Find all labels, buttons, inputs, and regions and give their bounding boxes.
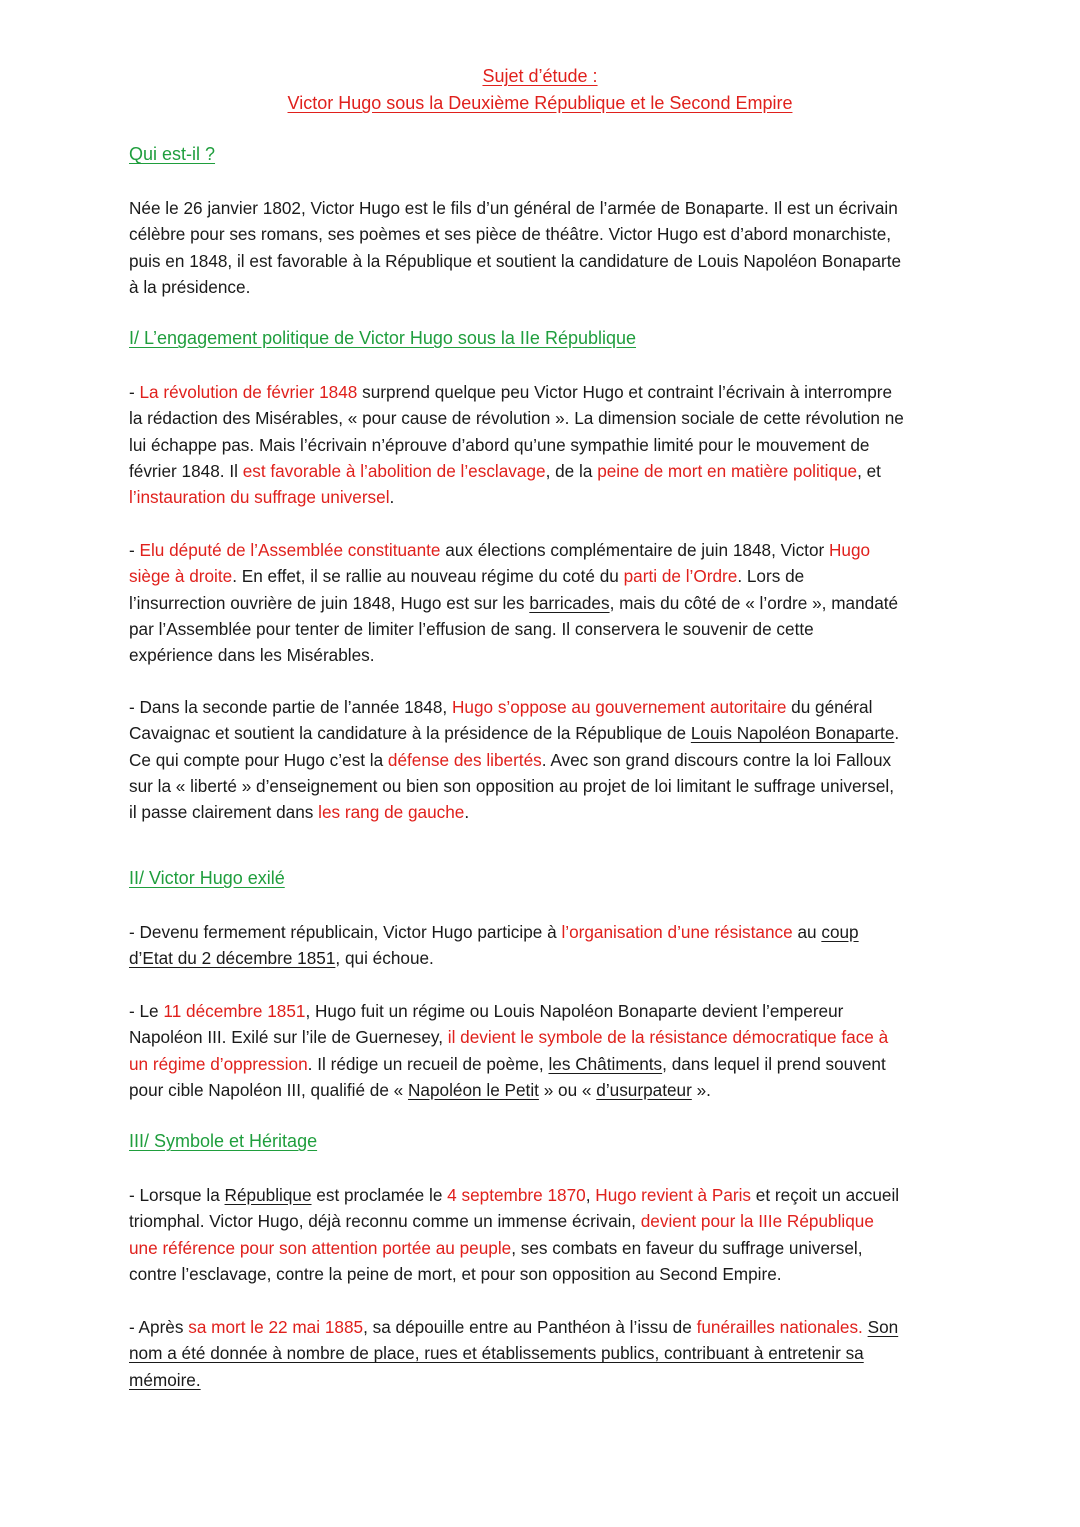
section-3-paragraph-2 bbox=[129, 1314, 959, 1393]
underlined-text: d’Etat du 2 décembre 1851 bbox=[129, 948, 336, 969]
highlight-text: est favorable à l’abolition de l’esclavage bbox=[242, 460, 546, 481]
section-1-paragraph-1 bbox=[129, 379, 959, 510]
highlight-text: Hugo s’oppose au gouvernement autoritaire bbox=[451, 697, 787, 717]
text-line bbox=[129, 590, 959, 616]
text-line bbox=[129, 1024, 959, 1050]
text-line bbox=[129, 945, 959, 971]
highlight-text: une référence pour son attention portée au peuple bbox=[129, 1237, 512, 1258]
text-run: surprend quelque peu Victor Hugo et contraint l’écrivain à interrompre bbox=[357, 382, 893, 402]
text-run: . Il rédige un recueil de poème, bbox=[307, 1053, 549, 1074]
highlight-text: un régime d’oppression bbox=[129, 1053, 308, 1074]
section-2-paragraph-1 bbox=[129, 919, 959, 972]
underlined-text: les Châtiments bbox=[548, 1053, 663, 1074]
text-run: , mais du côté de « l’ordre », mandaté bbox=[609, 592, 899, 613]
heading-section-2: II/ Victor Hugo exilé bbox=[129, 868, 285, 888]
underlined-text: République bbox=[224, 1185, 312, 1205]
text-line: expérience dans les Misérables. bbox=[129, 645, 375, 666]
text-run: » ou « bbox=[538, 1079, 597, 1100]
text-line: Née le 26 janvier 1802, Victor Hugo est le fils d’un général de l’armée de Bonaparte. Il est un écrivain bbox=[129, 198, 898, 218]
text-line bbox=[129, 1235, 959, 1261]
text-run: - Lorsque la bbox=[129, 1185, 225, 1205]
text-line: puis en 1848, il est favorable à la République et soutient la candidature de Louis Napoléon Bonaparte bbox=[129, 250, 902, 271]
document-title: Victor Hugo sous la Deuxième République et le Second Empire bbox=[287, 93, 793, 113]
highlight-text: l’organisation d’une résistance bbox=[561, 922, 793, 942]
text-line: par l’Assemblée pour tenter de limiter l’effusion de sang. Il conservera le souvenir de cette bbox=[129, 618, 814, 639]
text-line bbox=[129, 1208, 959, 1234]
text-run: est proclamée le bbox=[311, 1185, 448, 1205]
underlined-line: nom a été donnée à nombre de place, rues et établissements publics, contribuant à entretenir sa bbox=[129, 1343, 864, 1364]
text-run: - Dans la seconde partie de l’année 1848, bbox=[129, 697, 452, 717]
text-line bbox=[129, 694, 959, 720]
text-run: Napoléon III. Exilé sur l’ile de Guernesey, bbox=[129, 1027, 448, 1048]
text-line bbox=[129, 563, 959, 589]
underlined-text: d’usurpateur bbox=[596, 1079, 692, 1100]
section-3-paragraph-1 bbox=[129, 1182, 959, 1287]
text-run: . bbox=[464, 802, 470, 823]
underlined-text: Son bbox=[867, 1317, 899, 1337]
text-line bbox=[129, 720, 959, 746]
highlight-text: funérailles nationales. bbox=[696, 1317, 863, 1337]
underlined-text: coup bbox=[821, 922, 859, 942]
section-2-paragraph-2 bbox=[129, 998, 959, 1103]
text-line bbox=[129, 537, 959, 563]
text-line bbox=[129, 379, 959, 405]
text-run: février 1848. Il bbox=[129, 460, 243, 481]
highlight-text: les rang de gauche bbox=[318, 802, 465, 823]
text-run: . En effet, il se rallie au nouveau régime du coté du bbox=[232, 566, 624, 587]
highlight-text: La révolution de février 1848 bbox=[139, 382, 358, 402]
text-run: , qui échoue. bbox=[335, 948, 434, 969]
text-run: du général bbox=[786, 697, 873, 717]
highlight-text: 11 décembre 1851 bbox=[163, 1001, 306, 1021]
text-run: triomphal. Victor Hugo, déjà reconnu comme un immense écrivain, bbox=[129, 1211, 641, 1232]
text-line bbox=[129, 1077, 959, 1103]
highlight-text: défense des libertés bbox=[387, 749, 542, 770]
text-run: au bbox=[792, 922, 822, 942]
text-line bbox=[129, 919, 959, 945]
text-run: - Le bbox=[129, 1001, 164, 1021]
text-run: il passe clairement dans bbox=[129, 802, 319, 823]
highlight-text: parti de l’Ordre bbox=[623, 566, 738, 587]
heading-qui-est-il: Qui est-il ? bbox=[129, 144, 216, 164]
heading-section-3: III/ Symbole et Héritage bbox=[129, 1131, 318, 1151]
highlight-text: siège à droite bbox=[129, 566, 233, 587]
text-run: , dans lequel il prend souvent bbox=[662, 1053, 886, 1074]
text-line: sur la « liberté » d’enseignement ou bien son opposition au projet de loi limitant le suffrage universel, bbox=[129, 775, 894, 796]
text-run: aux élections complémentaire de juin 1848, Victor bbox=[440, 540, 830, 560]
highlight-text: Hugo revient à Paris bbox=[595, 1185, 752, 1205]
study-subject-label: Sujet d’étude : bbox=[482, 66, 598, 86]
highlight-text: devient pour la IIIe République bbox=[640, 1211, 874, 1232]
text-run: . bbox=[894, 723, 900, 744]
text-run: - Après bbox=[129, 1317, 189, 1337]
text-line bbox=[129, 799, 959, 825]
text-line bbox=[129, 458, 959, 484]
text-line bbox=[129, 998, 959, 1024]
text-run: - bbox=[129, 540, 140, 560]
text-line bbox=[129, 1314, 959, 1340]
text-run: , et bbox=[857, 460, 881, 481]
underlined-line: mémoire. bbox=[129, 1369, 201, 1390]
intro-paragraph bbox=[129, 195, 959, 300]
text-line: lui échappe pas. Mais l’écrivain n’éprouve d’abord qu’une sympathie limité pour le mouvement de bbox=[129, 434, 870, 455]
underlined-text: Napoléon le Petit bbox=[408, 1079, 539, 1100]
text-line bbox=[129, 484, 959, 510]
text-line bbox=[129, 1182, 959, 1208]
highlight-text: l’instauration du suffrage universel bbox=[129, 487, 390, 508]
text-run: et reçoit un accueil bbox=[751, 1185, 900, 1205]
text-run: , bbox=[585, 1185, 596, 1205]
heading-section-1: I/ L’engagement politique de Victor Hugo sous la IIe République bbox=[129, 328, 637, 348]
text-run: pour cible Napoléon III, qualifié de « bbox=[129, 1079, 409, 1100]
text-run: ». bbox=[691, 1079, 711, 1100]
highlight-text: 4 septembre 1870 bbox=[447, 1185, 586, 1205]
text-run: . Avec son grand discours contre la loi Falloux bbox=[541, 749, 892, 770]
section-1-paragraph-3 bbox=[129, 694, 959, 825]
text-line: à la présidence. bbox=[129, 276, 251, 297]
text-run: - Devenu fermement républicain, Victor Hugo participe à bbox=[129, 922, 562, 942]
text-line: contre l’esclavage, contre la peine de mort, et pour son opposition au Second Empire. bbox=[129, 1263, 782, 1284]
text-run: , de la bbox=[545, 460, 598, 481]
highlight-text: sa mort le 22 mai 1885 bbox=[188, 1317, 364, 1337]
underlined-text: barricades bbox=[529, 592, 610, 613]
text-run: l’insurrection ouvrière de juin 1848, Hugo est sur les bbox=[129, 592, 530, 613]
underlined-text: Louis Napoléon Bonaparte bbox=[690, 723, 895, 744]
text-line: la rédaction des Misérables, « pour cause de révolution ». La dimension sociale de cette révolution ne bbox=[129, 408, 904, 429]
highlight-text: peine de mort en matière politique bbox=[597, 460, 858, 481]
highlight-text: Elu député de l’Assemblée constituante bbox=[139, 540, 441, 560]
highlight-text: il devient le symbole de la résistance démocratique face à bbox=[447, 1027, 889, 1048]
text-run: - bbox=[129, 382, 140, 402]
text-line: célèbre pour ses romans, ses poèmes et ses pièce de théâtre. Victor Hugo est d’abord monarchiste, bbox=[129, 224, 892, 245]
text-line bbox=[129, 1051, 959, 1077]
highlight-text: Hugo bbox=[829, 540, 871, 560]
section-1-paragraph-2 bbox=[129, 537, 959, 668]
text-run: , sa dépouille entre au Panthéon à l’issu de bbox=[363, 1317, 697, 1337]
text-run: Cavaignac et soutient la candidature à la présidence de la République de bbox=[129, 723, 691, 744]
text-run: , Hugo fuit un régime ou Louis Napoléon Bonaparte devient l’empereur bbox=[305, 1001, 844, 1021]
text-run: , ses combats en faveur du suffrage universel, bbox=[511, 1237, 863, 1258]
text-run: . Lors de bbox=[737, 566, 805, 587]
text-line bbox=[129, 747, 959, 773]
text-run: Ce qui compte pour Hugo c’est la bbox=[129, 749, 388, 770]
text-run: . bbox=[389, 487, 395, 508]
